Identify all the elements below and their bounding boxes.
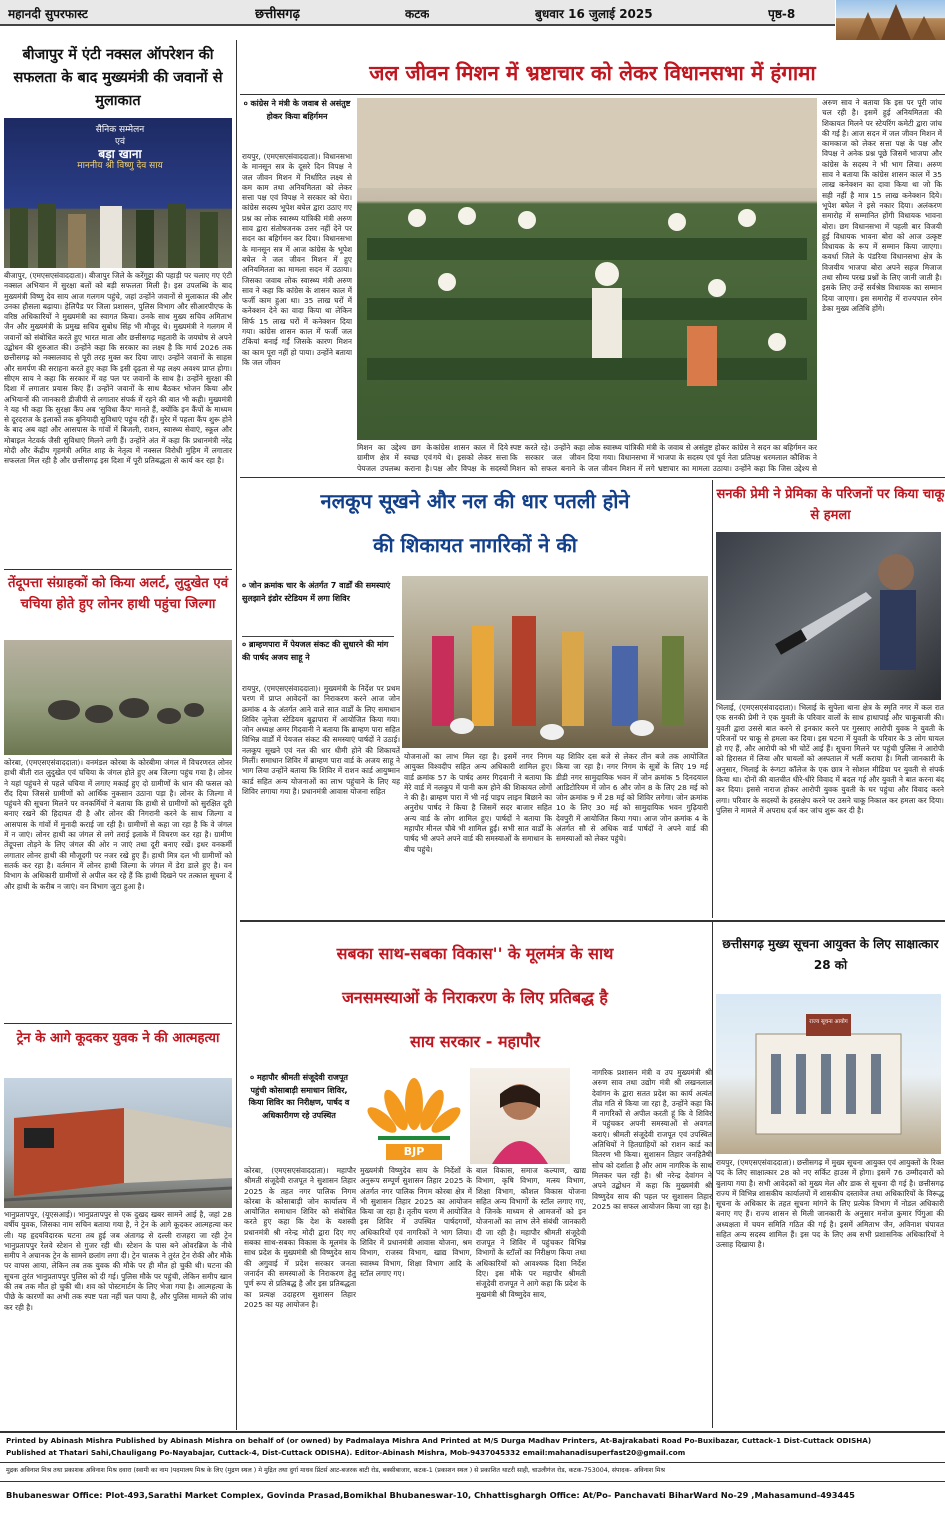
elephant-body: कोरबा, (एमएसएसंवाददाता)। वनमंडल कोरबा के कोरबीमा जंगल में विचरणरत लोनर हाथी बीती रात लुदुखेत एवं चचिया के जंगल होते हुए अब जिल्गा पहुंच गया है। लोनर ने यहां पहुंचने से पहले चचिया में लगाए मकाई हुए दो ग्रामीणों के धान की फसल को रौंद दिया जिससे ग्रामीणों को आर्थिक नुकसान उठाना पड़ा है। लोनर के जिल्गा में पहुंचने की सूचना मिलने पर वनकर्मियों ने बताया कि हाथी से ग्रामीणों को सुरक्षित दूरी बनाए रखने की हिदायत दी है और लोनर की निगरानी करने के साथ जिल्गा व आसपास के गांवों में मुनादी कराई जा रही है। ग्रामीणों से कहा जा रहा है कि वे जंगल में न जाएं। लोनर हाथी का जंगल से लगे तराई इलाके में विचरण कर रहा है। ग्रामीण तेंदूपत्ता तोड़ने के लिए जंगल की ओर न जाएं तथा दूरी बनाए रखें। इधर वनकर्मी लगातार लोनर हाथी की मौजूदगी पर नजर रखे हुए हैं। हाथी मित्र दल भी ग्रामीणों को सतर्क कर रहा है। वर्तमान में लोनर हाथी जिल्गा के जंगल में डेरा डाले हुए है। वन विभाग के अधिकारी ग्रामीणों से अपील कर रहे हैं कि हाथी दिखने पर तत्काल सूचना दें और हाथी के करीब न जाएं। वन विभाग जुटा हुआ है।	[4, 758, 232, 891]
banner-text: सैनिक सम्मेलन एवं बड़ा खाना माननीय श्री विष्णु देव साय	[77, 125, 163, 171]
water-col2: योजनाओं का लाभ मिल रहा है। इसमें नगर निगम आयुक्त विश्वदीप सहित अन्य अधिकारी शामिल हुए। वार्ड क्रमांक 57 के पार्षद अमर गिदवानी ने बताया कि मेरे वार्ड में नलकूप में पानी कम होने की शिकायत लोगों ने की है। ब्राम्हण पारा में भी नई पाइप लाइन बिछाने का अनुरोध पार्षद ने किया है जिसमें सदर बाजार सहित अन्य वार्ड के लोग शामिल हुए। पार्षदों ने बताया कि महापौर मीनल चौबे भी शामिल हुईं। सभी सात वार्डों के पार्षद भी अपने अपने वार्ड की समस्याओं के समाधान के बीच पहुंचे।	[404, 752, 552, 854]
water-headline-line2: की शिकायत नागरिकों ने की	[373, 533, 577, 557]
info-body: रायपुर, (एमएसएसंवाददाता)। छत्तीसगढ़ में मुख्य सूचना आयुक्त एवं आयुक्तों के रिक्त पद के लिए साक्षात्कार 28 को नए सर्किट हाउस में होगा। इसमें 76 उम्मीदवारों को बुलाया गया है। सभी आवेदकों को मुख्य मेल और डाक से सूचना दी गई है। छत्तीसगढ़ राज्य में विभिन्न शासकीय कार्यालयों में शासकीय दस्तावेज तथा अधिकारियों के विरूद्ध सूचना के अधिकार के तहत सूचना मांगने के लिए प्रत्येक विभाग में नोडल अधिकारी बनाए गए हैं। राज्य शासन से मिली जानकारी के अनुसार मनोज कुमार पिंगुआ की अध्यक्षता में चयन समिति गठित की गई है। इसमें अमिताभ जैन, अविनाश चंपावत सहित अन्य सदस्य शामिल हैं। इस पद के लिए अब सभी प्रशासनिक अधिकारियों ने उत्साह दिखाया है।	[716, 1158, 944, 1250]
temple-silhouette-icon	[836, 0, 945, 40]
knife-icon	[716, 532, 941, 700]
temple-image	[836, 0, 945, 40]
masthead-city: कटक	[405, 7, 430, 21]
mayor-col3: बाल विकास, समाज कल्याण, खाद्य विभाग, कृषि विभाग, मत्स्य विभाग, शिक्षा विभाग, कौशल विकास योजना सहित अन्य विभागों के स्टॉल लगाए गए, वे जिनके माध्यम से आमजनों को इन योजनाओं का लाभ लेने संबंधी जानकारी दी जा रही है। महापौर श्रीमती संजूदेवी राजपूत ने शिविर में पहुंचकर विभिन्न विभागों के स्टॉलों का निरीक्षण किया तथा अधिकारियों को आवश्यक दिशा निर्देश दिए। इस मौके पर महापौर श्रीमती संजूदेवी राजपूत ने आगे कहा कि प्रदेश के मुखमंत्री श्री विष्णुदेव साय,	[476, 1166, 586, 1299]
crime-photo	[716, 532, 941, 700]
water-kicker2: ० ब्राम्हणपारा में पेयजल संकट की सुधारने की मांग की पार्षद अजय साहू ने	[242, 636, 394, 680]
mayor-portrait	[470, 1068, 570, 1164]
masthead-bar	[0, 0, 835, 26]
crime-body: भिलाई, (एमएसएसंवाददाता)। भिलाई के सुपेला थाना क्षेत्र के स्मृति नगर में कल रात एक सनकी प्रेमी ने एक युवती के परिवार वालों के साथ हाथापाई और चाकूबाजी की। युवती द्वारा उससे बात करने से इनकार करने पर गुस्साए आरोपी युवक ने युवती के परिजनों पर चाकू से हमला कर दिया। इस घटना में युवती के परिवार के 3 लोग घायल हो गए हैं, और आरोपी को भी चोटें आई हैं। सूचना मिलने पर पहुंची पुलिस ने आरोपी को हिरासत में लिया और घायलों को अस्पताल में भर्ती कराया है। मिली जानकारी के अनुसार, भिलाई के रूंगटा कॉलेज के एक छात्र ने सोशल मीडिया पर युवती से संपर्क किया था। दोनों की बातचीत धीरे-धीरे विवाद में बदल गई और युवती ने बात करना बंद कर दिया। इससे नाराज होकर आरोपी युवक युवती के घर पहुंचा और विवाद करने लगा। परिवार के सदस्यों के हस्तक्षेप करने पर उसने चाकू निकाल कर हमला कर दिया। पुलिस ने मामले में अपराध दर्ज कर जांच शुरू कर दी है।	[716, 703, 944, 815]
mayor-kicker: ० महापौर श्रीमती संजूदेवी राजपूत पहुंची कोसाबाड़ी समाधान शिविर, किया शिविर का निरीक्षण, पार्षद व अधिकारीगण रहे उपस्थित	[248, 1073, 350, 1120]
elephant-headline: तेंदूपत्ता संग्राहकों को किया अलर्ट, लुदुखेत एवं चचिया होते हुए लोनर हाथी पहुंचा जिल्गा	[7, 576, 229, 612]
water-col3: यह शिविर दस बजे से लेकर तीन बजे तक आयोजित किया जा रहा है। नगर निगम के सूत्रों के लिए 19 मई डीडी नगर सामुदायिक भवन में जोन क्रमांक 5 दिनदयाल आडिटोरियम में जोन 6 और जोन 8 के लिए 28 मई को जोन क्रमांक 9 में 28 मई को शिविर लगेगा। जोन क्रमांक 10 के लिए 30 मई को सामुदायिक भवन गुढ़ियारी देवपुरी में आयोजित किया गया। आज जोन क्रमांक 4 के अंतर्गत सौ से अधिक वार्ड पार्षदों ने अपने वार्ड की समस्याओं को लेकर पहुंचे।	[556, 752, 708, 844]
mayor-portrait-icon	[470, 1068, 570, 1164]
masthead-page-number: पृष्ठ-8	[768, 7, 796, 21]
masthead-date: बुधवार 16 जुलाई 2025	[535, 7, 653, 21]
mayor-headline-line2: जनसमस्याओं के निराकरण के लिए प्रतिबद्ध है	[342, 988, 608, 1007]
assembly-col6: अरुण साव ने बताया कि इस पर पूरी जांच चल रही है। इसमें हुई अनियमितता की शिकायत मिलने पर स्टेयरिंग कमेटी द्वारा जांच की गई है। आज सदन में जल जीवन मिशन में कामकाज को लेकर सत्ता पक्ष के पक्ष और विपक्ष ने अनेक प्रश्न पूछे जिसमें भाजपा और कांग्रेस के सदस्य ने भी भाग लिया। अरुण साव ने बताया कि कांग्रेस शासन काल में 35 लाख कनेक्शन का दावा किया था जो कि सही नहीं है मात्र 15 लाख कनेक्शन दिये। भूपेश बघेल ने इसे नकार दिया। अलंकरण समारोह में सम्मानित होंगी विधायक भावना बोरा। छग विधानसभा में पहली बार विजयी हुई विधायक भावना बोरा को आज उत्कृष्ट विधायक के रूप में सम्मान किया जाएगा। कवर्धा जिले के पंडरिया विधानसभा क्षेत्र के विजयीय भाजपा बोरा अपने सहज मिजाज तथा सौम्य परख प्रश्नों के लिए जानी जाती है। इसके लिए उन्हें सर्वश्रेष्ठ विधायक का सम्मान दिया जाएगा। इस समारोह में राज्यपाल रमेन डेका मुख्य अतिथि होंगे।	[822, 98, 942, 313]
info-building-photo	[716, 994, 941, 1154]
assembly-hall-icon	[357, 98, 817, 440]
assembly-col3: कांग्रेस शासन काल में दिये गये थे। इसको लेकर सत्ता पक्ष और विपक्ष के सदस्यों	[433, 443, 508, 473]
jawans-silhouette-icon	[4, 188, 232, 268]
train-headline: ट्रेन के आगे कूदकर युवक ने की आत्महत्या	[16, 1031, 220, 1046]
train-body: भानुप्रतापपुर, (यूएसआई)। भानुप्रतापपुर से एक दुखद खबर सामने आई है, जहां 28 वर्षीय युवक, जिसका नाम सचिन बताया गया है, ने ट्रेन के आगे कूदकर आत्महत्या कर ली। यह हृदयविदारक घटना तब हुई जब अंतागढ़ से दल्ली राजहरा जा रही ट्रेन भानुप्रतापपुर रेलवे स्टेशन से गुजर रही थी। स्टेशन के पास बने ओवरब्रिज के नीचे समीप ने अचानक ट्रेन के सामने छलांग लगा दी। ट्रेन चालक ने तुरंत ट्रेन रोकी और मौके पर वापस आया, लेकिन तब तक युवक की मौके पर ही मौत हो चुकी थी। घटना की सूचना तुरंत भानुप्रतापपुर पुलिस को दी गई। पुलिस मौके पर पहुंची, लेकिन समीप खान की तब तक मौत हो चुकी थी। शव को पोस्टमार्टम के लिए भेजा गया है। आत्महत्या के पीछे के कारणों का अभी तक स्पष्ट पता नहीं चल पाया है, और पुलिस मामले की जांच कर रही है।	[4, 1210, 232, 1312]
elephant-herd-icon	[4, 640, 232, 755]
info-headline: छत्तीसगढ़ मुख्य सूचना आयुक्त के लिए साक्षात्कार 28 को	[722, 937, 939, 972]
bjp-logo-text: BJP	[403, 1145, 425, 1158]
footer-hindi-line: मुद्रक अविनाश मिश्र तथा प्रकाशक अविनाश मिश्र दवारा (स्वामी का नाम )पदमालय मिश्र के लिए (मुद्रण स्थल ) मे मुद्रित तथा दुर्गा माधव प्रिंटर्स आट-बजरक बाटी रोड, बक्सीबाजार, कटक-1 (प्रकाशन स्थल ) से प्रकाशित थाटरी साही, चाउलीगंज रोड, कटक-753004, संपादक- अविनाश मिश्र	[6, 1467, 665, 1474]
mayor-headline-line1: सबका साथ-सबका विकास'' के मूलमंत्र के साथ	[336, 944, 614, 963]
mayor-col4: नागरिक प्रशासन मंत्री व उप मुख्यमंत्री श्री अरुण साव तथा उद्योग मंत्री श्री लखनलाल देवांगन के द्वारा सतत प्रदेश का कार्य अत्यंत तीव्र गति से किया जा रहा है, उन्होंने कहा कि मैं नागरिकों से अपील करती हूं कि वे शिविर में पहुंचकर अपनी समस्याओं से अवगत कराएं। श्रीमती संजूदेवी राजपूत एवं उपस्थित अतिथियों ने हितग्राहियों को राशन कार्ड का वितरण भी किया। सुशासन तिहार जनहितैषी सोच को दर्शाता है और आम नागरिक के साथ मिलकर चल रही है। श्री नरेन्द्र देवांगन ने अपने उद्बोधन में कहा कि मुख्यमंत्री श्री विष्णुदेव साय की पहल पर सुशासन तिहार 2025 का सफल आयोजन किया जा रहा है।	[592, 1068, 712, 1211]
masthead-paper-name: महानदी सुपरफास्ट	[8, 7, 88, 21]
water-kicker1: ० जोन क्रमांक चार के अंतर्गत 7 वार्डों की समस्याएं सुलझाने इंडोर स्टेडियम में लगा शिविर	[242, 581, 391, 603]
footer-office-line: Bhubaneswar Office: Plot-493,Sarathi Market Complex, Govinda Prasad,Bomikhal Bhubaneswar-10, Chhattisghargh Office: At/Po- Panchavati BiharWard No-29 ,Mahasamund-493445	[6, 1490, 855, 1500]
assembly-col1: रायपुर, (एमएसएसंवाददाता)। विधानसभा के मानसून सत्र के दूसरे दिन विपक्ष ने जल जीवन मिशन में निर्धारित लक्ष्य से कम काम तथा अनियमितता को लेकर सत्ता पक्ष एवं विपक्ष ने सरकार को घेरा। कांग्रेस सदस्य भूपेश बघेल द्वारा उठाए गए प्रश्न का लोक स्वास्थ्य यांत्रिकी मंत्री अरुण साव द्वारा संतोषजनक उत्तर नहीं देने पर सदन का बहिर्गमन कर दिया। विधानसभा के मानसून सत्र में आज कांग्रेस के भूपेश बघेल ने जल जीवन मिशन में हुए अनियमितता का मामला सदन में उठाया। जिसका जवाब लोक स्वास्थ्य मंत्री अरुण साव ने कहा कि कांग्रेस के शासन काल में फर्जी काम हुआ था। 35 लाख घरों में कनेक्शन देने का वादा किया था लेकिन सिर्फ 15 लाख घरों में कनेक्शन दिया गया। कांग्रेस शासन काल में फर्जी जल टंकियां बनाई गईं जिसके कारण मिशन का काम पूरा नहीं हो पाया। उन्होंने बताया कि जल जीवन	[242, 152, 352, 367]
mayor-headline-line3: साय सरकार - महापौर	[410, 1032, 540, 1051]
bijapur-photo	[4, 118, 232, 268]
elephant-photo	[4, 640, 232, 755]
bijapur-body: बीजापुर, (एमएसएसंवाददाता)। बीजापुर जिले के करेंगुट्टा की पहाड़ी पर चलाए गए एंटी नक्सल अभियान में सुरक्षा बलों को बड़ी सफलता मिली है। इस उपलब्धि के बाद मुख्यमंत्री विष्णु देव साय आज गलगम पहुंचे, जहां उन्होंने जवानों से मुलाकात की और उनका हौसला बढ़ाया। हेलिपैड पर जिला प्रशासन, पुलिस विभाग और सीआरपीएफ के वरिष्ठ अधिकारियों ने मुख्यमंत्री का स्वागत किया। उनके साथ मुख्य सचिव अमिताभ जैन और मुख्यमंत्री के प्रमुख सचिव सुबोध सिंह भी मौजूद थे। मुख्यमंत्री ने गलगम में जवानों को संबोधित करते हुए भारत माता और छत्तीसगढ़ महतारी के जयघोष से अपने उद्बोधन की शुरुआत की। उन्होंने कहा कि सरकार का लक्ष्य है कि मार्च 2026 तक छत्तीसगढ़ को नक्सलवाद से पूरी तरह मुक्त कर दिया जाए। उन्होंने जवानों के साहस और समर्पण की सराहना करते हुए कहा कि इसी दृढ़ता से यह लक्ष्य अवश्य प्राप्त होगा। सीएम साय ने कहा कि सरकार में वह पल पर जवानों के साथ है। उन्होंने सुरक्षा की दिशा में लगातार प्रयास किए हैं। उन्होंने जवानों के साथ बैठकर भोजन किया और अभियानों की जानकारी डीजीपी से लगातार संपर्क में रहने की बात भी कही। मुख्यमंत्री ने यह भी कहा कि सुरक्षा कैंप अब 'सुविधा कैंप' मानते हैं, क्योंकि इन कैंपों के माध्यम से दूरदराज के इलाकों तक बुनियादी सुविधाएं पहुंच रही हैं। मुरेर में पहला कैंप शुरू होने के बाद अब वहां और आसपास के गांवों में बिजली, राशन, स्वास्थ्य सेवाएं, स्कूल और मोबाइल नेटवर्क जैसी सुविधाएं मिलने लगी हैं। उन्होंने अंत में कहा कि प्रधानमंत्री नरेंद्र मोदी और केंद्रीय गृहमंत्री अमित शाह के नेतृत्व में नक्सल विरोधी मुहिम में लगातार सफलता मिल रही है और छत्तीसगढ़ इस दिशा में पूरी प्रतिबद्धता से कार्य कर रहा है।	[4, 271, 232, 466]
assembly-photo	[357, 98, 817, 440]
water-col1: रायपुर, (एमएसएसंवाददाता)। मुख्यमंत्री के निर्देश पर प्रथम चरण में प्राप्त आवेदनों का निराकरण करने आज जोन क्रमांक 4 के अंतर्गत आने वाले सात वार्डों के लिए समाधान शिविर जूनेजा स्टेडियम बूढ़ापारा में आयोजित किया गया। जोन अध्यक्ष अमर गिदवानी ने बताया कि ब्राम्हण पारा सहित विभिन्न वार्डों में पेयजल संकट की समस्याएं पार्षदों ने उठाई। नलकूप सूखने एवं नल की धार धीमी होने की शिकायतें मिलीं। समाधान शिविर में ब्राम्हण पारा वार्ड के अजय साहू ने भाग लिया उन्होंने बताया कि शिविर में राशन कार्ड आयुष्मान कार्ड सहित अन्य योजनाओं का लाभ पहुंचाने के लिए यह शिविर लगाया गया है। प्रधानमंत्री आवास योजना सहित	[242, 684, 400, 796]
main-headline: जल जीवन मिशन में भ्रष्टाचार को लेकर विधानसभा में हंगामा	[369, 61, 816, 85]
train-photo	[4, 1078, 232, 1208]
crime-headline: सनकी प्रेमी ने प्रेमिका के परिजनों पर किया चाकू से हमला	[716, 487, 945, 523]
footer-publisher-line: Published at Thatari Sahi,Chauligang Po-Nayabajar, Cuttack-4, Dist-Cuttack ODISHA). Editor-Abinash Mishra, Mob-9437045332 email:mahanadisuperfast20@gmail.com	[6, 1448, 686, 1457]
footer-printer-line: Printed by Abinash Mishra Published by Abinash Mishra on behalf of (or owned) by Padmalaya Mishra And Printed at M/S Durga Madhav Printers, At-Bajrakabati Road Po-Buxibazar, Cuttack-1 Dist-Cuttack ODISHA)	[6, 1436, 872, 1445]
assembly-col4: स्पष्ट करते रहे। उन्होंने कहा कि सरकार जल जीवन मिशन को सफल बनाने के	[510, 443, 585, 473]
bjp-logo	[360, 1068, 468, 1164]
bijapur-headline: बीजापुर में एंटी नक्सल ऑपरेशन की सफलता के बाद मुख्यमंत्री की जवानों से मुलाकात	[13, 47, 223, 109]
women-waterline-icon	[402, 576, 708, 748]
assembly-kicker: ० कांग्रेस ने मंत्री के जवाब से असंतुष्ट होकर किया बहिर्गमन	[243, 99, 351, 121]
building-sign: राज्य सूचना आयोग	[809, 1019, 848, 1025]
assembly-col5: लोक स्वास्थ्य यांत्रिकी मंत्री के जवाब से असंतुष्ट होकर कांग्रेस ने सदन का बहिर्गमन कर दिया गया। विधानसभा में भाजपा के सदस्य एवं पूर्व नेता प्रतिपक्ष धरमलाल कौशिक ने जल जीवन मिशन में लगे भ्रष्टाचार का मामला उठाया। उन्होंने कहा कि जिस उद्देश्य से	[588, 443, 817, 473]
water-headline-line1: नलकूप सूखने और नल की धार पतली होने	[320, 489, 630, 513]
mayor-col1: कोरबा, (एमएसएसंवाददाता)। महापौर श्रीमती संजूदेवी राजपूत ने सुशासन तिहार 2025 के तहत नगर पालिक निगम कोरबा के कोसाबाड़ी जोन कार्यालय में आयोजित समाधान शिविर को संबोधित करते हुए कहा कि देश के यशस्वी प्रधानमंत्री श्री नरेन्द्र मोदी द्वारा दिए गए सबका साथ-सबका विकास के मूलमंत्र के साथ प्रदेश के मुख्यमंत्री श्री विष्णुदेव साय की अगुवाई में प्रदेश सरकार जनता जनार्दन की समस्याओं के निराकरण हेतु पूर्ण रूप से प्रतिबद्ध है और इस प्रतिबद्धता का प्रत्यक्ष उदाहरण सुशासन तिहार 2025 का यह आयोजन है।	[244, 1166, 356, 1309]
masthead-state: छत्तीसगढ़	[255, 7, 300, 22]
assembly-col2: मिशन का उद्देश्य छग के ग्रामीण क्षेत्र में स्वच्छ एवं पेयजल उपलब्ध कराना है।	[357, 443, 432, 473]
mayor-col2: मुख्यमंत्री विष्णुदेव साय के निर्देशों के अनुरूप सम्पूर्ण सुशासन तिहार 2025 के अंतर्गत नगर पालिक निगम कोरबा क्षेत्र में भी सुशासन तिहार 2025 का आयोजन किया जा रहा है। तृतीय चरण में आयोजित इस शिविर में उपस्थित पार्षदगणों, अधिकारियों एवं नागरिकों ने भाग लिया। शिविर में प्रधानमंत्री आवास योजना, श्रम विभाग, राजस्व विभाग, खाद्य विभाग, स्वास्थ्य विभाग, शिक्षा विभाग आदि के स्टॉल लगाए गए।	[360, 1166, 472, 1278]
train-icon	[4, 1078, 232, 1208]
water-photo	[402, 576, 708, 748]
